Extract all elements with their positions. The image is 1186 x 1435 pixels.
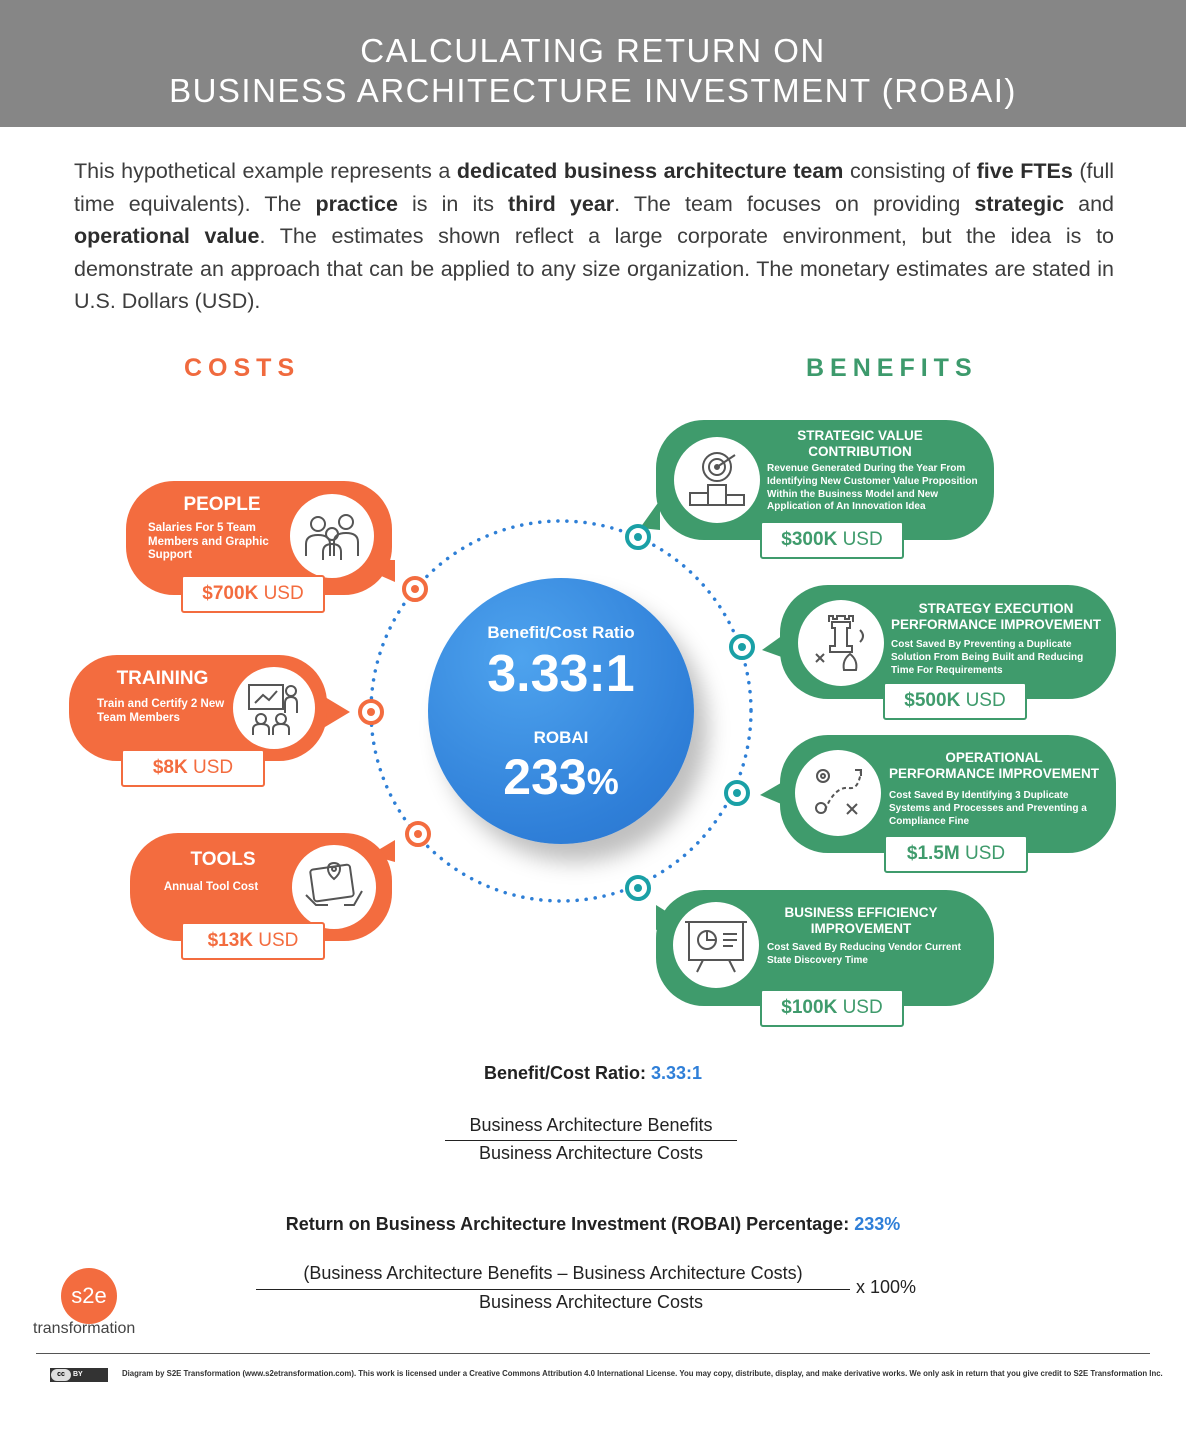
cost-people-amount: $700K USD xyxy=(181,575,325,613)
benefit-operational-title: OPERATIONAL PERFORMANCE IMPROVEMENT xyxy=(888,750,1099,781)
presentation-icon xyxy=(233,667,315,749)
marker-strategic xyxy=(627,526,649,548)
robai-fraction-line xyxy=(256,1289,850,1290)
robai-multiplier: x 100% xyxy=(856,1277,917,1297)
license-text: Diagram by S2E Transformation (www.s2etransformation.com). This work is licensed under a Creative Commons Attribution 4.0 International License. You may copy, distribute, display, and make derivative works. We only ask in return that you give credit to S2E Transformation Inc. xyxy=(122,1369,1163,1378)
ratio-denominator: Business Architecture Costs xyxy=(478,1143,704,1163)
robai-numerator: (Business Architecture Benefits – Business Architecture Costs) xyxy=(303,1263,803,1283)
cost-people-desc: Salaries For 5 Team Members and Graphic Support xyxy=(148,522,269,561)
cost-training-bubble xyxy=(69,655,327,761)
benefit-efficiency-title: BUSINESS EFFICIENCY IMPROVEMENT xyxy=(784,905,938,936)
center-robai-value: 233% xyxy=(503,749,619,805)
marker-tools xyxy=(407,823,429,845)
benefits-title: BENEFITS xyxy=(806,354,978,382)
benefit-execution-title: STRATEGY EXECUTION PERFORMANCE IMPROVEMENT xyxy=(890,601,1101,632)
ratio-numerator: Business Architecture Benefits xyxy=(469,1115,713,1135)
marker-training xyxy=(360,701,382,723)
training-tail xyxy=(325,697,350,727)
ratio-formula-title: Benefit/Cost Ratio: 3.33:1 xyxy=(483,1063,703,1083)
benefit-efficiency-amount: $100K USD xyxy=(760,989,904,1027)
marker-execution xyxy=(731,636,753,658)
cost-training-title: TRAINING xyxy=(116,668,209,689)
cost-tools-amount: $13K USD xyxy=(181,922,325,960)
costs-title: COSTS xyxy=(184,354,301,382)
benefit-strategic-desc: Revenue Generated During the Year From Identifying New Customer Value Proposition Within the Business Model and New Application of An Innovation Idea xyxy=(767,463,978,513)
s2e-logo-word: transformation xyxy=(33,1320,136,1337)
center-ratio-value: 3.33:1 xyxy=(487,645,635,703)
strategy-play-icon xyxy=(795,750,881,836)
intro-paragraph: This hypothetical example represents a dedicated business architecture team consisting of five FTEs (full time equivalents). The practice is in its third year. The team focuses on providing strategic and operational value. The estimates shown reflect a large corporate environment, but the idea is to demonstrate an approach that can be applied to any size organization. The monetary estimates are stated in U.S. Dollars (USD). xyxy=(74,159,1114,313)
benefit-execution-amount: $500K USD xyxy=(883,682,1027,720)
benefit-execution-desc: Cost Saved By Preventing a Duplicate Solution From Being Built and Reducing Time For Requirements xyxy=(891,639,1084,676)
benefit-operational-desc: Cost Saved By Identifying 3 Duplicate Systems and Processes and Preventing a Compliance Fine xyxy=(889,790,1087,827)
footer-divider xyxy=(36,1353,1150,1354)
benefit-strategic-amount: $300K USD xyxy=(760,521,904,559)
robai-denominator: Business Architecture Costs xyxy=(478,1292,704,1312)
cost-tools-desc: Annual Tool Cost xyxy=(163,881,259,893)
title-line-2: BUSINESS ARCHITECTURE INVESTMENT (ROBAI) xyxy=(169,72,1017,109)
chart-board-icon xyxy=(673,902,759,988)
title-line-1: CALCULATING RETURN ON xyxy=(360,32,826,69)
marker-people xyxy=(404,578,426,600)
benefit-operational-amount: $1.5M USD xyxy=(884,835,1028,873)
team-icon xyxy=(290,494,374,578)
cc-by-badge: cc BY xyxy=(50,1368,108,1382)
s2e-logo-mark: s2e xyxy=(61,1268,117,1324)
marker-operational xyxy=(726,782,748,804)
center-ratio-circle xyxy=(428,578,694,844)
benefit-strategic-title: STRATEGIC VALUE CONTRIBUTION xyxy=(797,428,923,459)
cost-tools-title: TOOLS xyxy=(190,849,256,870)
target-podium-icon xyxy=(674,437,760,523)
cost-training-desc: Train and Certify 2 New Team Members xyxy=(97,698,225,724)
chess-icon xyxy=(798,600,884,686)
center-robai-label: ROBAI xyxy=(533,728,589,747)
marker-efficiency xyxy=(627,877,649,899)
center-ratio-label: Benefit/Cost Ratio xyxy=(487,623,635,642)
ratio-fraction-line xyxy=(445,1140,737,1141)
tablet-icon xyxy=(292,845,376,929)
cost-training-amount: $8K USD xyxy=(121,749,265,787)
cost-people-title: PEOPLE xyxy=(183,494,261,515)
robai-formula-title: Return on Business Architecture Investment (ROBAI) Percentage: 233% xyxy=(285,1214,901,1234)
benefit-efficiency-desc: Cost Saved By Reducing Vendor Current State Discovery Time xyxy=(767,942,961,966)
